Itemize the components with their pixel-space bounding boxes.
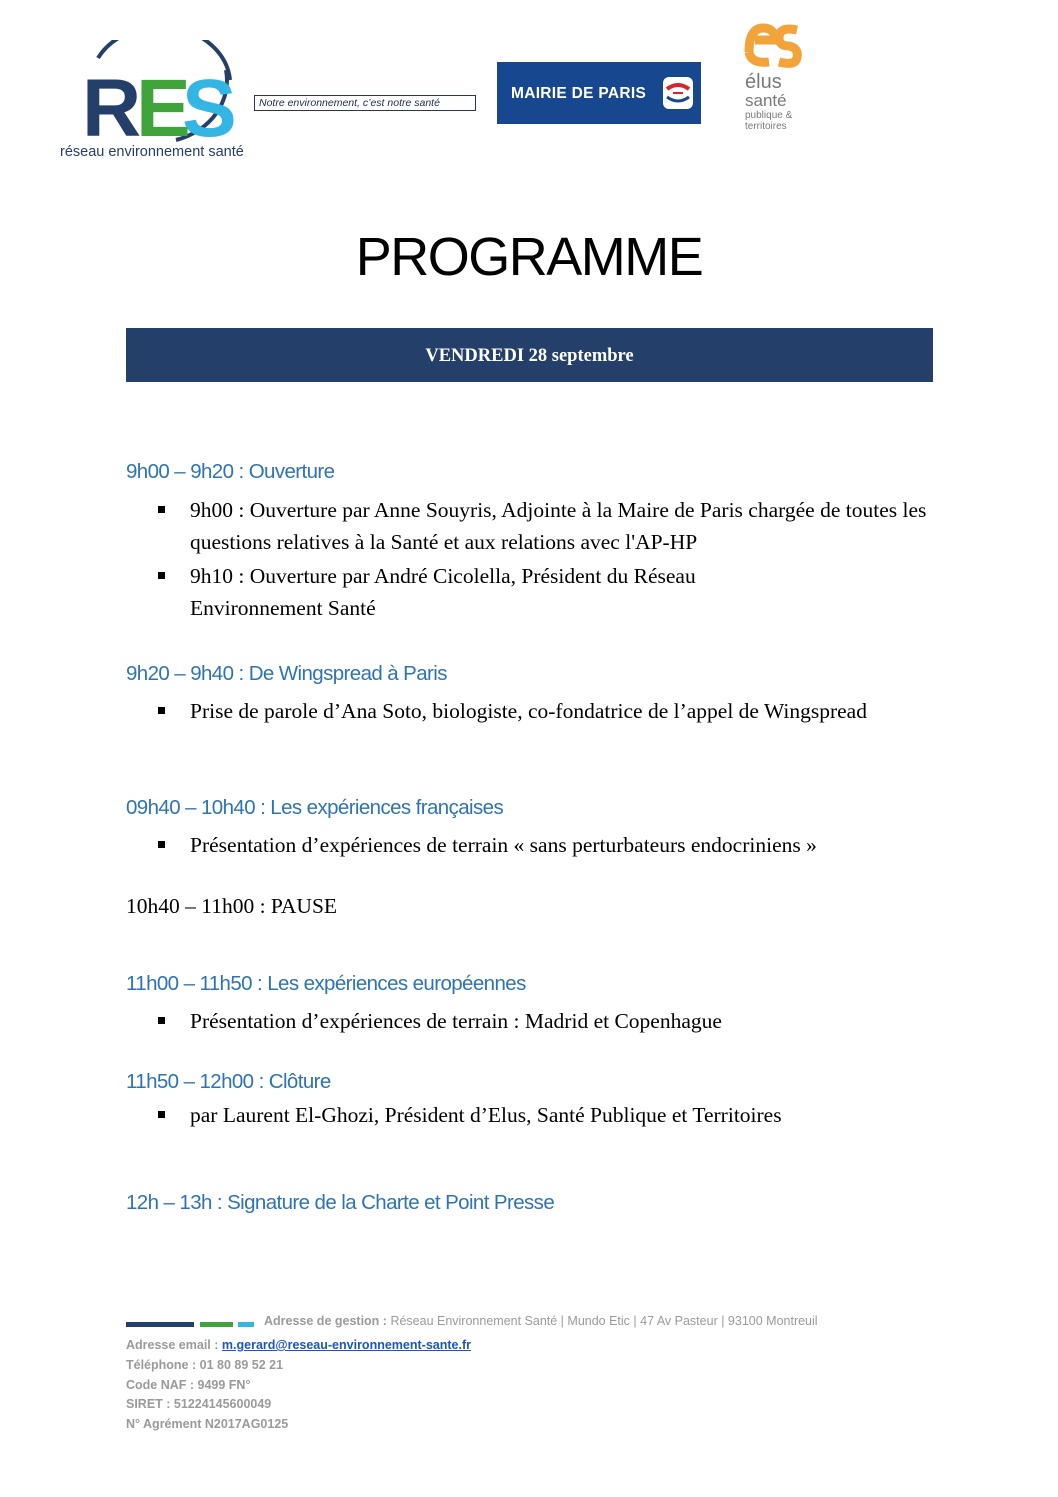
session-heading-francaises: 09h40 – 10h40 : Les expériences françaises <box>126 796 504 819</box>
list-item-text: Prise de parole d’Ana Soto, biologiste, co-fondatrice de l’appel de Wingspread <box>190 699 867 723</box>
elus-logo-graphic <box>741 22 803 134</box>
footer-address <box>264 1314 818 1328</box>
footer-bar-cyan <box>238 1322 254 1327</box>
bullet-icon <box>158 707 165 714</box>
day-banner-label: VENDREDI 28 septembre <box>425 346 634 366</box>
session-heading-europeennes: 11h00 – 11h50 : Les expériences européennes <box>126 972 526 995</box>
res-logo-caption: réseau environnement santé <box>60 144 244 160</box>
bullet-icon <box>158 572 165 579</box>
sante-word: santé <box>745 91 787 110</box>
bullet-icon <box>158 506 165 513</box>
publique-word: publique & <box>745 110 793 121</box>
page-title: PROGRAMME <box>355 227 703 287</box>
list-item <box>158 695 938 727</box>
list-item <box>158 1005 938 1037</box>
list-item <box>158 829 938 861</box>
footer-agrement: N° Agrément N2017AG0125 <box>126 1417 289 1431</box>
footer-naf: Code NAF : 9499 FN° <box>126 1378 251 1392</box>
day-banner <box>126 328 933 382</box>
footer-bar-green <box>200 1322 233 1327</box>
svg-text:E: E <box>136 63 187 154</box>
footer-siret: SIRET : 51224145600049 <box>126 1397 272 1411</box>
pause-line: 10h40 – 11h00 : PAUSE <box>126 894 338 918</box>
list-item <box>158 494 938 558</box>
session-heading-wingspread: 9h20 – 9h40 : De Wingspread à Paris <box>126 662 447 685</box>
footer-phone: Téléphone : 01 80 89 52 21 <box>126 1358 284 1372</box>
list-item <box>158 1099 938 1131</box>
footer-email-link[interactable]: m.gerard@reseau-environnement-sante.fr <box>221 1338 471 1352</box>
session-heading-cloture: 11h50 – 12h00 : Clôture <box>126 1070 331 1093</box>
footer-address-value: Réseau Environnement Santé | Mundo Etic | 47 Av Pasteur | 93100 Montreuil <box>390 1314 818 1328</box>
mairie-label: MAIRIE DE PARIS <box>511 85 647 102</box>
list-item-text: Présentation d’expériences de terrain « sans perturbateurs endocriniens » <box>190 833 817 857</box>
bullet-icon <box>158 1111 165 1118</box>
svg-text:S: S <box>182 63 233 154</box>
elus-sante-logo <box>741 22 803 134</box>
res-logo-graphic <box>58 40 248 162</box>
footer-email <box>126 1338 471 1352</box>
mairie-de-paris-logo <box>497 62 701 124</box>
footer-bar-navy <box>126 1322 194 1327</box>
list-item-text: 9h10 : Ouverture par André Cicolella, Président du Réseau Environnement Santé <box>190 564 696 620</box>
tagline-banner: Notre environnement, c’est notre santé <box>254 95 476 111</box>
territoires-word: territoires <box>745 121 787 132</box>
bullet-icon <box>158 841 165 848</box>
bullet-icon <box>158 1017 165 1024</box>
paris-ship-icon <box>661 75 695 111</box>
elus-word: élus <box>745 71 782 93</box>
session-heading-signature: 12h – 13h : Signature de la Charte et Point Presse <box>126 1191 555 1214</box>
footer-address-label: Adresse de gestion : <box>264 1314 387 1328</box>
res-logo <box>58 40 248 162</box>
list-item-text: Présentation d’expériences de terrain : Madrid et Copenhague <box>190 1009 722 1033</box>
list-item <box>158 560 938 624</box>
svg-text:R: R <box>82 63 138 154</box>
session-heading-ouverture: 9h00 – 9h20 : Ouverture <box>126 460 335 483</box>
footer-email-label: Adresse email : <box>126 1338 219 1352</box>
list-item-text: par Laurent El-Ghozi, Président d’Elus, Santé Publique et Territoires <box>190 1103 782 1127</box>
list-item-text: 9h00 : Ouverture par Anne Souyris, Adjointe à la Maire de Paris chargée de toutes les questions relatives à la Santé et aux relations avec l'AP-HP <box>190 498 927 554</box>
